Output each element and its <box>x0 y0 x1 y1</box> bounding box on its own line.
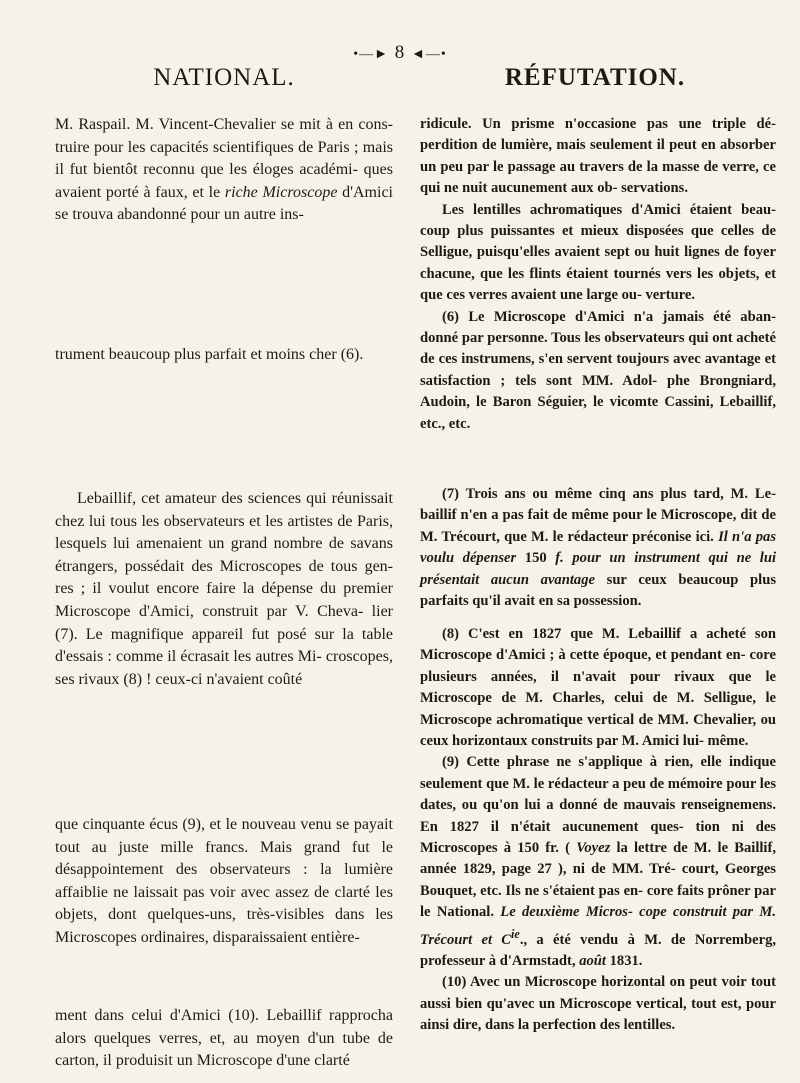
running-head-left: NATIONAL. <box>153 64 295 91</box>
left-text-block-3 <box>55 488 393 691</box>
left-text: trument beaucoup plus parfait et moins cher (6). <box>55 346 364 363</box>
left-paragraph: Lebaillif, cet amateur des sciences qui réunissait chez lui tous les observateurs et les artistes de Paris, lesquels lui amenaient un grand nombre de savans étrangers, possédait des Microscopes de tous gen- res ; il voulut encore faire la dépense du premier Microscope d'Amici, construit par V. Cheva- lier (7). Le magnifique appareil fut posé sur la table d'essais : comme il écrasait les autres Mi- croscopes, ses rivaux (8) ! ceux-ci n'avaient coûté <box>55 490 393 688</box>
left-text: que cinquante écus (9), et le nouveau venu se payait tout au juste mille francs. Mais grand fut le désappointement des observateurs : la lumière affaiblie ne laissait pas voir avec assez de clarté les objets, dont quelques-uns, très-visibles dans les Microscopes ordinaires, disparaissaient entière- <box>55 816 393 946</box>
footnote-9 <box>420 752 776 972</box>
left-ornament-icon: •—► <box>353 47 389 62</box>
footnote-text: 1831. <box>605 952 643 969</box>
footnote-italic: Il n'a pas voulu dépenser <box>420 528 776 567</box>
right-ornament-icon: ◄—• <box>411 47 447 62</box>
right-paragraph: ridicule. Un prisme n'occasione pas une triple dé- perdition de lumière, mais seulement il peut en absorber un peu par le passage au travers de la masse de verre, ce qui ne nuit aucunement aux ob- servations. <box>420 116 776 197</box>
left-text-block-4 <box>55 814 393 950</box>
page-number-text: 8 <box>394 42 406 63</box>
left-text-block-5 <box>55 1005 393 1073</box>
left-text-block-2 <box>55 344 393 367</box>
footnote-7 <box>420 484 776 612</box>
footnote-text: sur ceux beaucoup plus parfaits qu'il avait en sa possession. <box>420 571 777 610</box>
left-text-italic: riche Microscope <box>224 183 338 201</box>
footnote-italic: Le deuxième Micros- cope construit par M. Trécourt et C <box>420 904 776 948</box>
footnote-text: 150 <box>516 550 556 567</box>
running-head-right: RÉFUTATION. <box>504 64 686 91</box>
footnote-italic: f. pour un instrument qui ne lui présentait aucun avantage <box>420 550 776 588</box>
footnote-superscript: ie <box>511 926 520 941</box>
right-column-2 <box>420 484 776 612</box>
left-text: M. Raspail. M. Vincent-Chevalier se mit à en cons- truire pour les capacités scientifiques de Paris ; mais il fut bientôt reconnu que les éloges académi- ques avaient porté à faux, et le <box>55 116 393 201</box>
right-paragraph: Les lentilles achromatiques d'Amici étaient beau- coup plus puissantes et mieux disposées que celles de Selligue, puisqu'elles avaient sept ou huit lignes de foyer chacune, que les flints étaient tournés vers les objets, et que ces verres avaient une large ou- verture. <box>420 201 776 304</box>
right-column <box>420 114 776 435</box>
right-column-3 <box>420 624 776 1037</box>
left-text-block-1 <box>55 114 393 227</box>
footnote-10: (10) Avec un Microscope horizontal on peut voir tout aussi bien qu'avec un Microscope vertical, tout est, pour ainsi dire, dans la perfection des lentilles. <box>420 974 776 1034</box>
footnote-text: ., a été vendu à M. de Norremberg, professeur à d'Armstadt, <box>420 931 777 969</box>
footnote-text: la lettre de M. le Baillif, année 1829, page 27 ), ni de MM. Tré- court, Georges Bouquet, etc. Ils ne s'étaient pas en- core faits prôner par le National. <box>420 840 776 921</box>
footnote-8: (8) C'est en 1827 que M. Lebaillif a acheté son Microscope d'Amici ; à cette époque, et pendant en- core plusieurs années, il n'avait pour rivaux que le Microscope de M. Charles, celui de M. Selligue, le Microscope achromatique vertical de MM. Chevalier, ou ceux horizontaux construits par M. Amici lui- même. <box>420 626 776 750</box>
left-text: d'Amici se trouva abandonné pour un autre ins- <box>55 183 393 224</box>
footnote-text: (9) Cette phrase ne s'applique à rien, elle indique seulement que M. le rédacteur a peu de mémoire pour les dates, ou qu'on lui a donné de mauvais renseignemens. En 1827 il n'était aucunement ques- tion ni des Microscopes à 150 fr. ( <box>420 754 776 857</box>
footnote-text: (7) Trois ans ou même cinq ans plus tard, M. Le- baillif n'en a pas fait de même pour le Microscope, dit de M. Trécourt, que M. le rédacteur préconise ici. <box>420 486 776 545</box>
footnote-italic: Voyez <box>576 840 611 857</box>
left-text: ment dans celui d'Amici (10). Lebaillif rapprocha alors quelques verres, et, au moyen d'un tube de carton, il produisit un Microscope d'une clarté <box>55 1007 393 1070</box>
footnote-6: (6) Le Microscope d'Amici n'a jamais été aban- donné par personne. Tous les observateurs qui ont acheté de ces instrumens, s'en servent toujours avec avantage et satisfaction ; tels sont MM. Adol- phe Brongniard, Audoin, le Baron Séguier, le vicomte Cassini, Lebaillif, etc., etc. <box>420 308 776 432</box>
page-number <box>0 42 800 64</box>
footnote-italic: août <box>579 952 606 969</box>
